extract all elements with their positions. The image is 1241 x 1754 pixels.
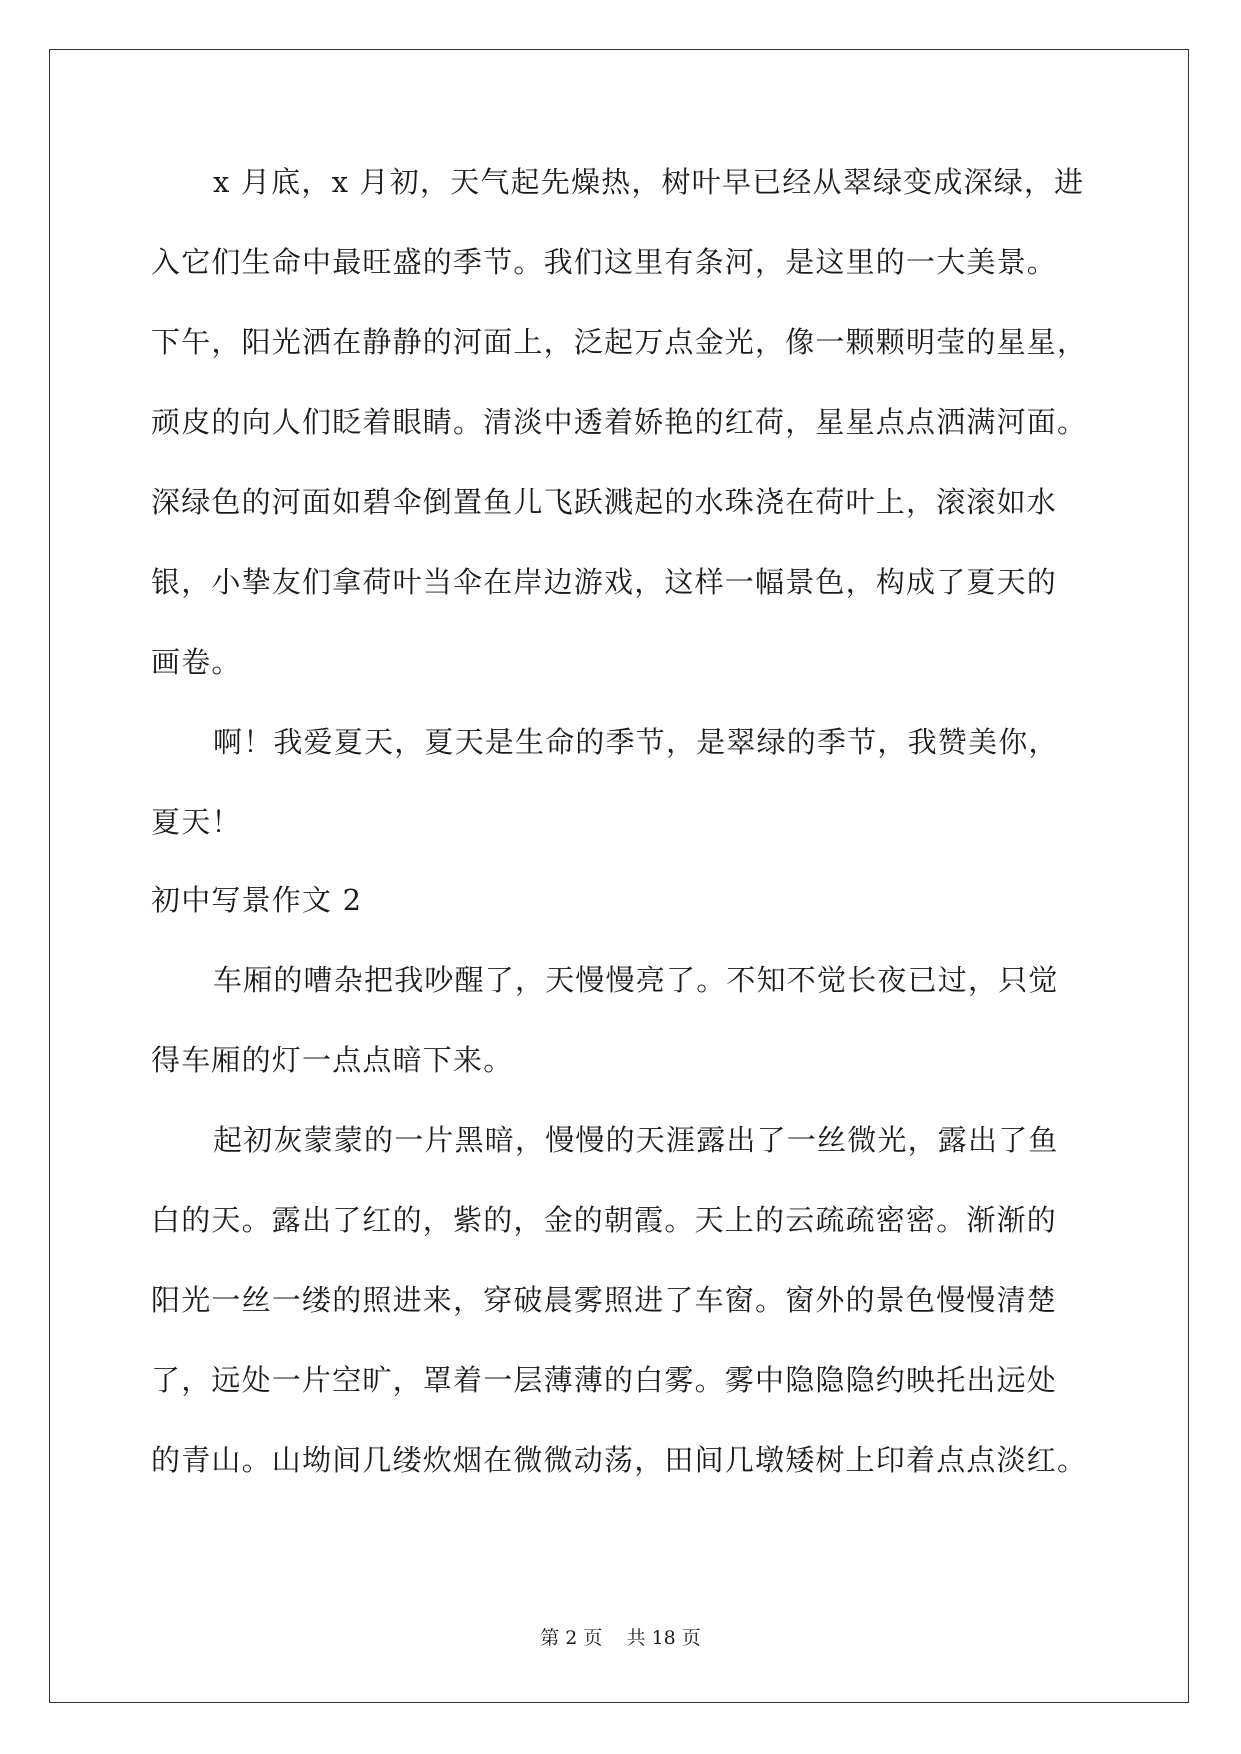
paragraph-1-line-6: 银，小挚友们拿荷叶当伞在岸边游戏，这样一幅景色，构成了夏天的 [151, 565, 1058, 599]
paragraph-4-line-1: 起初灰蒙蒙的一片黑暗，慢慢的天涯露出了一丝微光，露出了鱼 [213, 1123, 1059, 1157]
paragraph-1-line-1: x 月底，x 月初，天气起先燥热，树叶早已经从翠绿变成深绿，进 [213, 165, 1085, 199]
paragraph-2-line-2: 夏天！ [151, 805, 242, 839]
paragraph-1-line-5: 深绿色的河面如碧伞倒置鱼儿飞跃溅起的水珠浇在荷叶上，滚滚如水 [151, 485, 1058, 519]
paragraph-4-line-4: 了，远处一片空旷，罩着一层薄薄的白雾。雾中隐隐隐约映托出远处 [151, 1363, 1058, 1397]
paragraph-4-line-3: 阳光一丝一缕的照进来，穿破晨雾照进了车窗。窗外的景色慢慢清楚 [151, 1283, 1058, 1317]
page-footer: 第 2 页 共 18 页 [540, 1627, 701, 1649]
section-heading: 初中写景作文 2 [151, 883, 363, 917]
paragraph-1-line-7: 画卷。 [151, 645, 242, 679]
paragraph-3-line-2: 得车厢的灯一点点暗下来。 [151, 1043, 514, 1077]
paragraph-1-line-3: 下午，阳光洒在静静的河面上，泛起万点金光，像一颗颗明莹的星星， [151, 325, 1088, 359]
paragraph-1-line-2: 入它们生命中最旺盛的季节。我们这里有条河，是这里的一大美景。 [151, 245, 1058, 279]
paragraph-1-line-4: 顽皮的向人们眨着眼睛。清淡中透着娇艳的红荷，星星点点洒满河面。 [151, 405, 1088, 439]
paragraph-4-line-5: 的青山。山坳间几缕炊烟在微微动荡，田间几墩矮树上印着点点淡红。 [151, 1443, 1088, 1477]
paragraph-2-line-1: 啊！我爱夏天，夏天是生命的季节，是翠绿的季节，我赞美你， [213, 725, 1059, 759]
paragraph-3-line-1: 车厢的嘈杂把我吵醒了，天慢慢亮了。不知不觉长夜已过，只觉 [213, 963, 1059, 997]
paragraph-4-line-2: 白的天。露出了红的，紫的，金的朝霞。天上的云疏疏密密。渐渐的 [151, 1203, 1058, 1237]
